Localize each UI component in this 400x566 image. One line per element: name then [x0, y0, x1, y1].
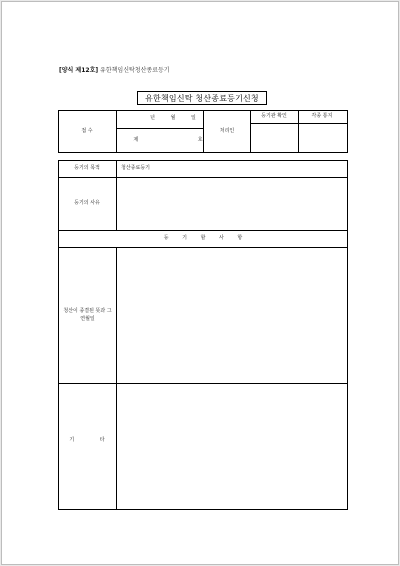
completion-label: 청산이 종결된 뜻과 그 연월일: [63, 308, 112, 322]
each-notice-cell[interactable]: [299, 124, 347, 152]
matters-header: 등 기 할 사 항: [163, 235, 243, 241]
form-label: [59, 68, 170, 74]
receipt-label: 접 수: [81, 128, 93, 134]
form-page: [1, 1, 399, 565]
form-title: 유한책임신탁 청산종료등기신청: [137, 91, 267, 105]
cause-field[interactable]: [117, 178, 347, 230]
receipt-date-label: 년 월 일: [150, 115, 196, 121]
cause-label: 등기의 사유: [74, 200, 100, 206]
purpose-label: 등기의 목적: [74, 165, 100, 171]
registration-check-label: 등기관 확인: [261, 113, 287, 119]
completion-field[interactable]: [117, 248, 347, 383]
registration-check-cell[interactable]: [251, 124, 298, 152]
purpose-value: 청산종료등기: [121, 165, 150, 171]
other-label: 기 타: [69, 437, 105, 443]
handler-label: 처리인: [219, 128, 235, 134]
other-field[interactable]: [117, 384, 347, 509]
form-number: [양식 제12호]: [59, 67, 99, 74]
receipt-number-label: 제 호: [133, 137, 203, 143]
form-name: 유한책임신탁청산종료등기: [100, 67, 170, 74]
each-notice-label: 각종 통지: [311, 113, 333, 119]
